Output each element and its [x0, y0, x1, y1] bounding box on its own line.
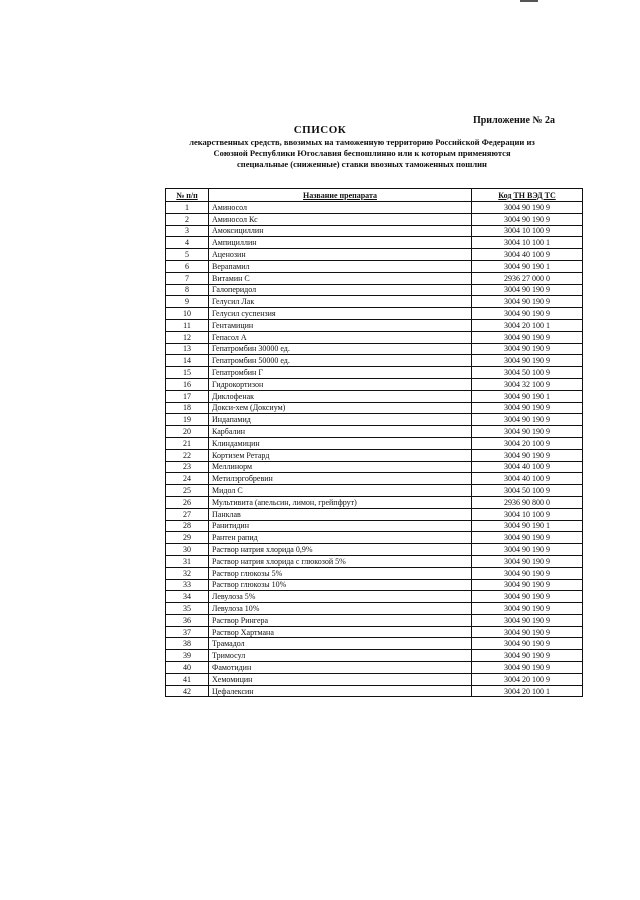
- medicine-name-cell: Гепатромбин 50000 ед.: [209, 355, 472, 367]
- customs-code-cell: 3004 90 190 9: [472, 402, 583, 414]
- medicine-name-cell: Мультивита (апельсин, лимон, грейпфрут): [209, 496, 472, 508]
- customs-code-cell: 3004 90 190 9: [472, 343, 583, 355]
- customs-code-cell: 3004 40 100 9: [472, 473, 583, 485]
- row-number-cell: 28: [166, 520, 209, 532]
- customs-code-cell: 2936 90 800 0: [472, 496, 583, 508]
- medicine-name-cell: Аминосол: [209, 202, 472, 214]
- table-row: [166, 414, 583, 426]
- table-row: [166, 319, 583, 331]
- medicine-name-cell: Кортизем Ретард: [209, 449, 472, 461]
- table-row: [166, 390, 583, 402]
- table-body: [166, 202, 583, 697]
- medicine-name-cell: Витамин С: [209, 272, 472, 284]
- table-row: [166, 296, 583, 308]
- row-number-cell: 37: [166, 626, 209, 638]
- row-number-cell: 36: [166, 614, 209, 626]
- document-subtitle: [150, 137, 574, 170]
- customs-code-cell: 3004 90 190 9: [472, 603, 583, 615]
- row-number-cell: 12: [166, 331, 209, 343]
- medicine-name-cell: Мидол С: [209, 485, 472, 497]
- table-row: [166, 485, 583, 497]
- document-title: СПИСОК: [293, 124, 347, 136]
- table-row: [166, 378, 583, 390]
- customs-code-cell: 3004 90 190 9: [472, 626, 583, 638]
- customs-code-cell: 3004 90 190 1: [472, 520, 583, 532]
- customs-code-cell: 3004 90 190 9: [472, 414, 583, 426]
- row-number-cell: 40: [166, 662, 209, 674]
- medicine-name-cell: Карбалин: [209, 426, 472, 438]
- table-row: [166, 673, 583, 685]
- medicine-name-cell: Аминосол Кс: [209, 213, 472, 225]
- medicine-name-cell: Раствор глюкозы 5%: [209, 567, 472, 579]
- medicine-name-cell: Гелусил суспензия: [209, 308, 472, 320]
- medicine-name-cell: Галоперидол: [209, 284, 472, 296]
- customs-code-cell: 3004 90 190 9: [472, 532, 583, 544]
- table-header-row: [166, 189, 583, 202]
- row-number-cell: 32: [166, 567, 209, 579]
- table-row: [166, 685, 583, 697]
- medicine-name-cell: Гепатромбин 30000 ед.: [209, 343, 472, 355]
- row-number-cell: 17: [166, 390, 209, 402]
- row-number-cell: 30: [166, 544, 209, 556]
- customs-code-cell: 3004 90 190 9: [472, 331, 583, 343]
- table-row: [166, 638, 583, 650]
- row-number-cell: 9: [166, 296, 209, 308]
- row-number-cell: 11: [166, 319, 209, 331]
- table-row: [166, 662, 583, 674]
- customs-code-cell: 3004 90 190 9: [472, 544, 583, 556]
- medicine-name-cell: Трамадол: [209, 638, 472, 650]
- medicine-name-cell: Левулоза 5%: [209, 591, 472, 603]
- row-number-cell: 8: [166, 284, 209, 296]
- medicine-name-cell: Ампициллин: [209, 237, 472, 249]
- row-number-cell: 38: [166, 638, 209, 650]
- customs-code-cell: 3004 90 190 9: [472, 449, 583, 461]
- row-number-cell: 15: [166, 367, 209, 379]
- table-row: [166, 555, 583, 567]
- medicine-name-cell: Хемомицин: [209, 673, 472, 685]
- table-row: [166, 532, 583, 544]
- column-header-number: № п/п: [166, 189, 209, 202]
- table-row: [166, 367, 583, 379]
- customs-code-cell: 3004 10 100 9: [472, 225, 583, 237]
- medicine-name-cell: Гентамицин: [209, 319, 472, 331]
- medicine-name-cell: Рантен рапид: [209, 532, 472, 544]
- medicine-name-cell: Ранитидин: [209, 520, 472, 532]
- row-number-cell: 27: [166, 508, 209, 520]
- customs-code-cell: 3004 90 190 9: [472, 202, 583, 214]
- customs-code-cell: 3004 50 100 9: [472, 485, 583, 497]
- row-number-cell: 33: [166, 579, 209, 591]
- table-row: [166, 496, 583, 508]
- customs-code-cell: 3004 20 100 9: [472, 437, 583, 449]
- medicine-name-cell: Верапамил: [209, 260, 472, 272]
- subtitle-line: Союзной Республики Югославия беспошлинно или к которым применяются: [213, 148, 511, 158]
- medicine-name-cell: Меллинорм: [209, 461, 472, 473]
- table-row: [166, 225, 583, 237]
- subtitle-line: лекарственных средств, ввозимых на таможенную территорию Российской Федерации из: [189, 137, 535, 147]
- customs-code-cell: 3004 90 190 9: [472, 308, 583, 320]
- table-row: [166, 343, 583, 355]
- row-number-cell: 13: [166, 343, 209, 355]
- customs-code-cell: 3004 20 100 1: [472, 319, 583, 331]
- row-number-cell: 42: [166, 685, 209, 697]
- table-row: [166, 473, 583, 485]
- customs-code-cell: 3004 90 190 1: [472, 390, 583, 402]
- page-edge-mark: [520, 0, 538, 2]
- row-number-cell: 26: [166, 496, 209, 508]
- row-number-cell: 31: [166, 555, 209, 567]
- appendix-label: Приложение № 2а: [472, 115, 555, 126]
- table-row: [166, 461, 583, 473]
- row-number-cell: 20: [166, 426, 209, 438]
- customs-code-cell: 3004 90 190 9: [472, 555, 583, 567]
- column-header-name: Название препарата: [209, 189, 472, 202]
- row-number-cell: 25: [166, 485, 209, 497]
- row-number-cell: 41: [166, 673, 209, 685]
- table-row: [166, 213, 583, 225]
- table-row: [166, 308, 583, 320]
- medicine-name-cell: Раствор Рингера: [209, 614, 472, 626]
- medicine-name-cell: Раствор натрия хлорида 0,9%: [209, 544, 472, 556]
- row-number-cell: 22: [166, 449, 209, 461]
- medicine-name-cell: Гидрокортизон: [209, 378, 472, 390]
- table-row: [166, 567, 583, 579]
- row-number-cell: 24: [166, 473, 209, 485]
- row-number-cell: 16: [166, 378, 209, 390]
- customs-code-cell: 3004 90 190 9: [472, 579, 583, 591]
- customs-code-cell: 3004 90 190 9: [472, 591, 583, 603]
- row-number-cell: 14: [166, 355, 209, 367]
- medicine-name-cell: Докси-хем (Доксиум): [209, 402, 472, 414]
- subtitle-line: специальные (сниженные) ставки ввозных таможенных пошлин: [237, 159, 487, 169]
- row-number-cell: 18: [166, 402, 209, 414]
- table-row: [166, 520, 583, 532]
- table-row: [166, 449, 583, 461]
- column-header-code: Код ТН ВЭД ТС: [472, 189, 583, 202]
- customs-code-cell: 3004 90 190 9: [472, 284, 583, 296]
- customs-code-cell: 3004 40 100 9: [472, 461, 583, 473]
- medicine-name-cell: Клиндамицин: [209, 437, 472, 449]
- table-row: [166, 508, 583, 520]
- medicine-name-cell: Диклофенак: [209, 390, 472, 402]
- table-row: [166, 331, 583, 343]
- row-number-cell: 6: [166, 260, 209, 272]
- table-row: [166, 284, 583, 296]
- medicine-name-cell: Гепасол А: [209, 331, 472, 343]
- customs-code-cell: 3004 32 100 9: [472, 378, 583, 390]
- row-number-cell: 2: [166, 213, 209, 225]
- medicine-name-cell: Раствор Хартмана: [209, 626, 472, 638]
- table-row: [166, 626, 583, 638]
- customs-code-cell: 3004 20 100 9: [472, 673, 583, 685]
- customs-code-cell: 3004 90 190 9: [472, 567, 583, 579]
- medicine-name-cell: Гепатромбин Г: [209, 367, 472, 379]
- row-number-cell: 23: [166, 461, 209, 473]
- customs-code-cell: 3004 50 100 9: [472, 367, 583, 379]
- row-number-cell: 21: [166, 437, 209, 449]
- table-row: [166, 237, 583, 249]
- row-number-cell: 4: [166, 237, 209, 249]
- medicine-name-cell: Амоксициллин: [209, 225, 472, 237]
- table-row: [166, 249, 583, 261]
- table-row: [166, 272, 583, 284]
- row-number-cell: 1: [166, 202, 209, 214]
- medicine-name-cell: Гелусил Лак: [209, 296, 472, 308]
- customs-code-cell: 3004 90 190 9: [472, 426, 583, 438]
- row-number-cell: 19: [166, 414, 209, 426]
- row-number-cell: 29: [166, 532, 209, 544]
- customs-code-cell: 3004 40 100 9: [472, 249, 583, 261]
- medicines-table: [165, 188, 583, 697]
- customs-code-cell: 3004 90 190 1: [472, 260, 583, 272]
- row-number-cell: 7: [166, 272, 209, 284]
- table-row: [166, 591, 583, 603]
- medicine-name-cell: Раствор натрия хлорида с глюкозой 5%: [209, 555, 472, 567]
- medicine-name-cell: Аценозин: [209, 249, 472, 261]
- medicine-name-cell: Панклав: [209, 508, 472, 520]
- medicine-name-cell: Тримосул: [209, 650, 472, 662]
- medicine-name-cell: Раствор глюкозы 10%: [209, 579, 472, 591]
- medicine-name-cell: Левулоза 10%: [209, 603, 472, 615]
- table-row: [166, 426, 583, 438]
- table-row: [166, 437, 583, 449]
- medicine-name-cell: Метилэргобревин: [209, 473, 472, 485]
- customs-code-cell: 3004 20 100 1: [472, 685, 583, 697]
- medicine-name-cell: Фамотидин: [209, 662, 472, 674]
- row-number-cell: 3: [166, 225, 209, 237]
- customs-code-cell: 3004 90 190 9: [472, 650, 583, 662]
- customs-code-cell: 3004 90 190 9: [472, 638, 583, 650]
- customs-code-cell: 3004 90 190 9: [472, 296, 583, 308]
- customs-code-cell: 3004 90 190 9: [472, 213, 583, 225]
- customs-code-cell: 3004 90 190 9: [472, 355, 583, 367]
- table-row: [166, 650, 583, 662]
- row-number-cell: 5: [166, 249, 209, 261]
- customs-code-cell: 3004 10 100 1: [472, 237, 583, 249]
- medicine-name-cell: Цефалексин: [209, 685, 472, 697]
- table-row: [166, 544, 583, 556]
- customs-code-cell: 3004 90 190 9: [472, 662, 583, 674]
- customs-code-cell: 3004 90 190 9: [472, 614, 583, 626]
- table-row: [166, 260, 583, 272]
- table-row: [166, 579, 583, 591]
- table-row: [166, 402, 583, 414]
- row-number-cell: 39: [166, 650, 209, 662]
- table-row: [166, 614, 583, 626]
- customs-code-cell: 2936 27 000 0: [472, 272, 583, 284]
- row-number-cell: 34: [166, 591, 209, 603]
- table-row: [166, 603, 583, 615]
- row-number-cell: 10: [166, 308, 209, 320]
- medicine-name-cell: Индапамид: [209, 414, 472, 426]
- table-row: [166, 355, 583, 367]
- customs-code-cell: 3004 10 100 9: [472, 508, 583, 520]
- table-row: [166, 202, 583, 214]
- row-number-cell: 35: [166, 603, 209, 615]
